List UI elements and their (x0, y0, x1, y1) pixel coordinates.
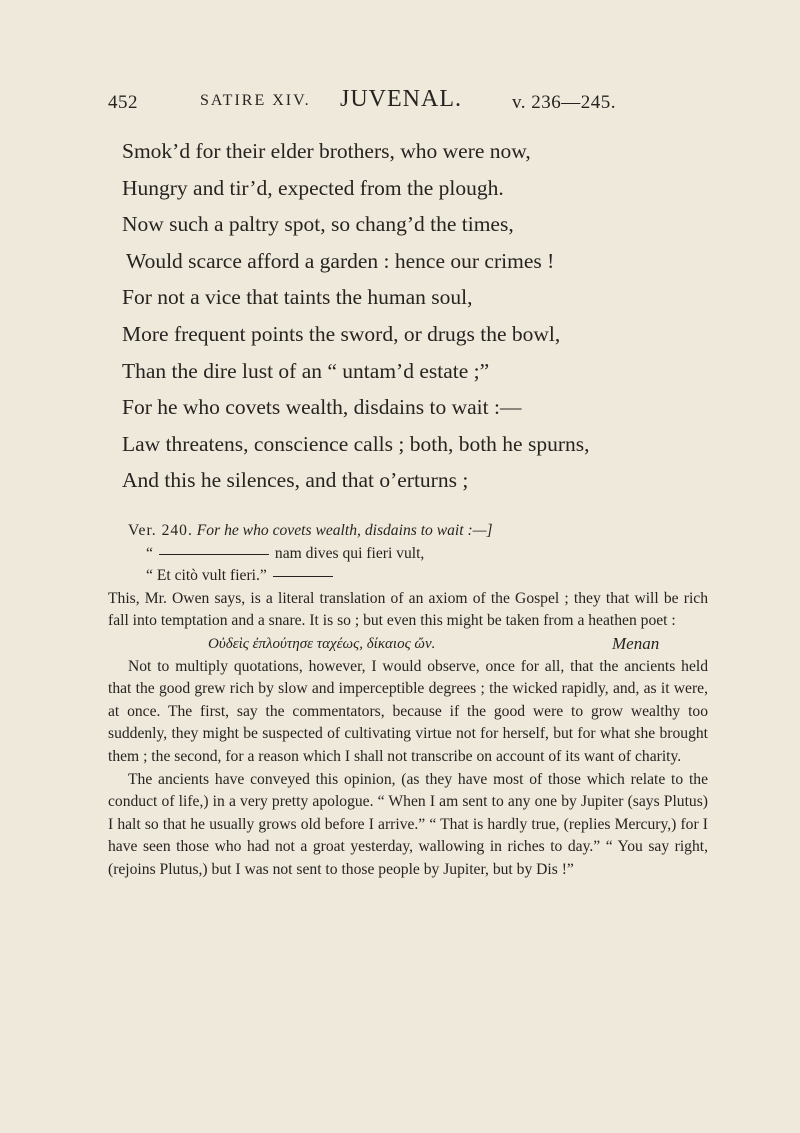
poem-line: For he who covets wealth, disdains to wait :— (122, 395, 522, 420)
poem-line: Smok’d for their elder brothers, who were now, (122, 139, 531, 163)
note-paragraph-2: Not to multiply quotations, however, I would observe, once for all, that the ancients held that the good grew rich by slow and imperceptible degrees ; the wicked rapidly, and, as it were, at once. The first, say the commentators, because if the good were to grow wealthy too suddenly, they might be suspected of cultivating virtue not for herself, but for what she brought them ; the second, for a reason which I shall not transcribe on account of its want of charity. (108, 657, 708, 765)
poem-stanza (122, 133, 702, 499)
page-number: 452 (108, 92, 138, 113)
latin-quote-line-2 (108, 565, 708, 588)
latin-quote-text-1: nam dives qui fieri vult, (274, 544, 425, 562)
verse-note-label: Ver. 240. (128, 522, 193, 539)
greek-quotation (108, 633, 708, 656)
poem-line: Now such a paltry spot, so chang’d the times, (122, 212, 514, 237)
verse-note-heading (108, 520, 708, 543)
latin-quote-text-2: “ Et citò vult fieri.” (146, 567, 267, 585)
greek-source: Menan (612, 633, 660, 653)
quote-dash (159, 554, 269, 555)
verse-range: v. 236—245. (512, 92, 617, 113)
poem-line: Than the dire lust of an “ untam’d estate ;” (122, 358, 490, 383)
latin-quote-line-1 (108, 543, 708, 566)
running-title: SATIRE XIV. (200, 92, 311, 109)
note-paragraph-1: This, Mr. Owen says, is a literal translation of an axiom of the Gospel ; they that will be rich fall into temptation and a snare. It is so ; but even this might be taken from a heathen poet : (108, 589, 708, 630)
greek-text: Οὐδεὶς ἐπλούτησε ταχέως, δίκαιος ὤν. (208, 635, 436, 652)
latin-open-quote: “ (146, 544, 153, 562)
poem-line: Would scarce afford a garden : hence our crimes ! (126, 248, 555, 273)
poem-line: Law threatens, conscience calls ; both, both he spurns, (122, 431, 590, 456)
note-paragraph-3: The ancients have conveyed this opinion, (as they have most of those which relate to the conduct of life,) in a very pretty apologue. “ When I am sent to any one by Jupiter (says Plutus) I halt so that he usually grows old before I arrive.” “ That is hardly true, (replies Mercury,) for I have seen those who had not a groat yesterday, wallowing in riches to day.” “ You say right, (rejoins Plutus,) but I was not sent to those people by Jupiter, but by Dis !” (108, 770, 708, 878)
poem-line: Hungry and tir’d, expected from the plough. (122, 175, 504, 200)
footnotes (108, 520, 708, 882)
poem-line: For not a vice that taints the human soul, (122, 285, 473, 310)
poem-line: More frequent points the sword, or drugs the bowl, (122, 321, 561, 346)
page-header (108, 86, 708, 116)
poem-line: And this he silences, and that o’erturns ; (122, 468, 469, 493)
verse-note-quote: For he who covets wealth, disdains to wait :—] (196, 522, 493, 539)
author-title: JUVENAL. (340, 86, 462, 112)
quote-dash (273, 576, 333, 577)
